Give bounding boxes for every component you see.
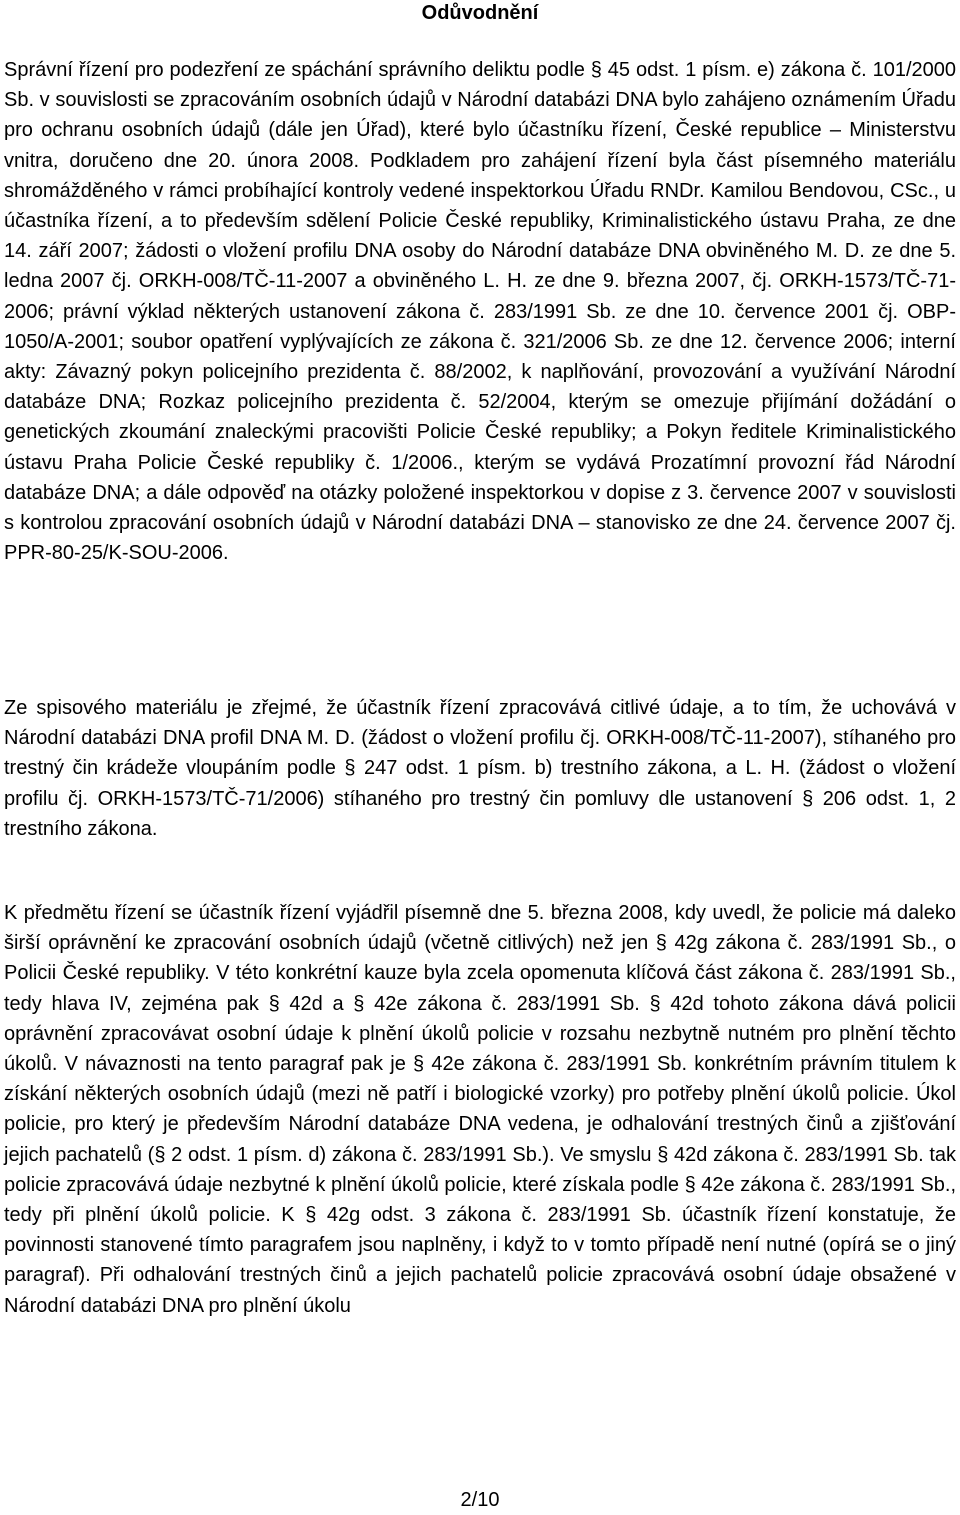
paragraph-3: K předmětu řízení se účastník řízení vyjádřil písemně dne 5. března 2008, kdy uvedl, že policie má daleko širší oprávnění ke zpracování osobních údajů (včetně citlivých) než jen § 42g zákona č. 283/1991 Sb., o Policii České republiky. V této konkrétní kauze byla zcela opomenuta klíčová část zákona č. 283/1991 Sb., tedy hlava IV, zejména pak § 42d a § 42e zákona č. 283/1991 Sb. § 42d tohoto zákona dává policii oprávnění zpracovávat osobní údaje k plnění úkolů policie v rozsahu nezbytně nutném pro plnění těchto úkolů. V návaznosti na tento paragraf pak je § 42e zákona č. 283/1991 Sb. konkrétním právním titulem k získání některých osobních údajů (mezi ně patří i biologické vzorky) pro potřeby plnění úkolů policie. Úkol policie, pro který je především Národní databáze DNA vedena, je odhalování trestných činů a zjišťování jejich pachatelů (§ 2 odst. 1 písm. d) zákona č. 283/1991 Sb.). Ve smyslu § 42d zákona č. 283/1991 Sb. tak policie zpracovává údaje nezbytné k plnění úkolů policie, které získala podle § 42e zákona č. 283/1991 Sb., tedy při plnění úkolů policie. K § 42g odst. 3 zákona č. 283/1991 Sb. účastník řízení konstatuje, že povinnosti stanovené tímto paragrafem jsou naplněny, i když to v tomto případě není nutné (opírá se o jiný paragraf). Při odhalování trestných činů a jejich pachatelů policie zpracovává osobní údaje obsažené v Národní databázi DNA pro plnění úkolu — [4, 902, 956, 1317]
paragraph-1: Správní řízení pro podezření ze spáchání správního deliktu podle § 45 odst. 1 písm. e) zákona č. 101/2000 Sb. v souvislosti se zpracováním osobních údajů v Národní databázi DNA bylo zahájeno oznámením Úřadu pro ochranu osobních údajů (dále jen Úřad), které bylo účastníku řízení, České republice – Ministerstvu vnitra, doručeno dne 20. února 2008. Podkladem pro zahájení řízení byla část písemného materiálu shromážděného v rámci probíhající kontroly vedené inspektorkou Úřadu RNDr. Kamilou Bendovou, CSc., u účastníka řízení, a to především sdělení Policie České republiky, Kriminalistického ústavu Praha, ze dne 14. září 2007; žádosti o vložení profilu DNA osoby do Národní databáze DNA obviněného M. D. ze dne 5. ledna 2007 čj. ORKH-008/TČ-11-2007 a obviněného L. H. ze dne 9. března 2007, čj. ORKH-1573/TČ-71-2006; právní výklad některých ustanovení zákona č. 283/1991 Sb. ze dne 10. července 2001 čj. OBP-1050/A-2001; soubor opatření vyplývajících ze zákona č. 321/2006 Sb. ze dne 12. července 2006; interní akty: Závazný pokyn policejního prezidenta č. 88/2002, k naplňování, provozování a využívání Národní databáze DNA; Rozkaz policejního prezidenta č. 52/2004, kterým se omezuje přijímání dožádání o genetických zkoumání znaleckými pracovišti Policie České republiky; a Pokyn ředitele Kriminalistického ústavu Praha Policie České republiky č. 1/2006., kterým se vydává Prozatímní provozní řád Národní databáze DNA; a dále odpověď na otázky položené inspektorkou v dopise z 3. července 2007 v souvislosti s kontrolou zpracování osobních údajů v Národní databázi DNA – stanovisko ze dne 24. července 2007 čj. PPR-80-25/K-SOU-2006. — [4, 59, 956, 565]
section-heading: Odůvodnění — [421, 2, 539, 24]
paragraph-1-container — [4, 55, 956, 568]
paragraph-2: Ze spisového materiálu je zřejmé, že účastník řízení zpracovává citlivé údaje, a to tím, že uchovává v Národní databázi DNA profil DNA M. D. (žádost o vložení profilu čj. ORKH-008/TČ-11-2007), stíhaného pro trestný čin krádeže vloupáním podle § 247 odst. 1 písm. b) trestního zákona, a L. H. (žádost o vložení profilu čj. ORKH-1573/TČ-71/2006) stíhaného pro trestný čin pomluvy dle ustanovení § 206 odst. 1, 2 trestního zákona. — [4, 697, 956, 840]
paragraph-2-container — [4, 693, 956, 844]
paragraph-3-container — [4, 898, 956, 1321]
page-number: 2/10 — [460, 1489, 500, 1511]
